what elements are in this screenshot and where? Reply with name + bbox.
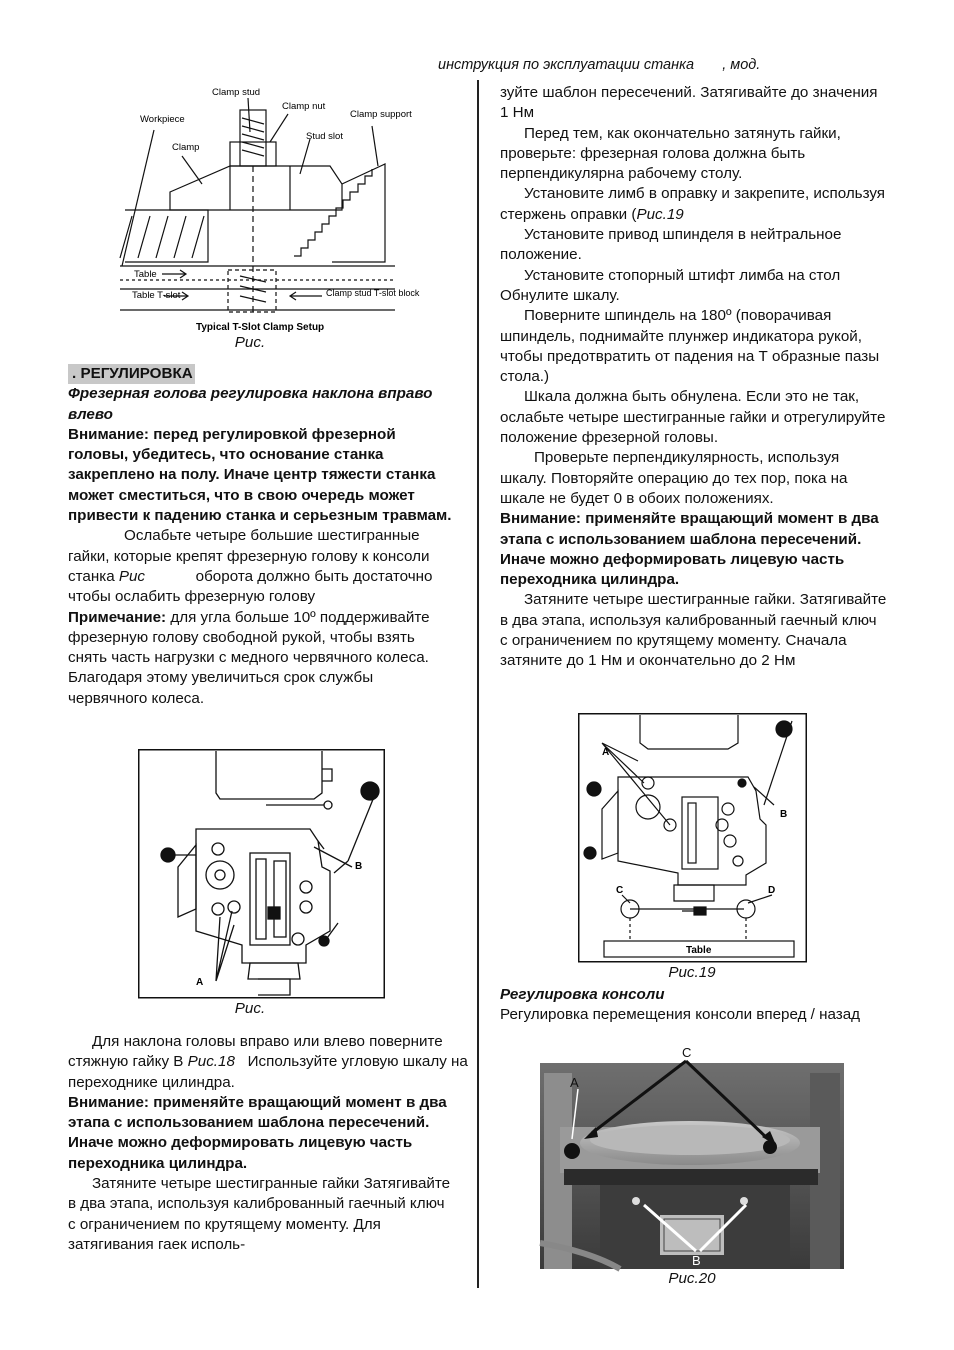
figure1-caption: Рис. — [234, 334, 266, 351]
right-paragraph-3-a: Установите лимб в оправку и закрепите, используя стержень оправки ( — [500, 185, 886, 223]
figure-20-photo — [540, 1043, 844, 1269]
label-table: Table — [134, 269, 157, 280]
left-paragraph-1-ref: Рис — [118, 567, 146, 585]
left-column-bottom — [68, 1032, 473, 1255]
left-paragraph-2 — [68, 1032, 473, 1093]
right-column-top — [500, 83, 888, 672]
fig20-label-a: A — [570, 1075, 579, 1090]
right-paragraph-7: Шкала должна быть обнулена. Если это не так, ослабьте четыре шестигранные гайки и отрегулируйте положение фрезерной головы. — [500, 388, 886, 447]
label-clamp-stud: Clamp stud — [212, 87, 261, 98]
left-paragraph-2-b: Используйте угловую шкалу на переходнике цилиндра. — [68, 1053, 473, 1091]
left-paragraph-1-b: оборота должно быть достаточно чтобы ослабить фрезерную голову — [68, 567, 441, 606]
left-paragraph-2-ref: Рис.18 — [187, 1053, 235, 1071]
figure1-title: Typical T-Slot Clamp Setup — [196, 322, 325, 333]
label-workpiece: Workpiece — [140, 114, 185, 125]
figure19-caption: Рис.19 — [668, 964, 716, 981]
label-clamp-support: Clamp support — [350, 109, 412, 120]
left-paragraph-3: Затяните четыре шестигранные гайки Затягивайте в два этапа, используя калиброванный гаечный ключ с ограничением по крутящему моменту. Для затягивания гаек исполь- — [68, 1175, 451, 1253]
right-paragraph-2: Перед тем, как окончательно затянуть гайки, проверьте: фрезерная голова должна быть перпендикулярна рабочему столу. — [500, 124, 841, 183]
right-subtitle: Регулировка консоли — [500, 986, 665, 1003]
right-paragraph-5: Установите стопорный штифт лимба на стол Обнулите шкалу. — [500, 266, 841, 304]
fig20-label-b: B — [692, 1253, 701, 1268]
left-paragraph-1 — [68, 526, 452, 607]
fig18-label-a: A — [196, 977, 204, 988]
right-column-bottom — [500, 985, 888, 1026]
label-clamp: Clamp — [172, 142, 200, 153]
left-column-top — [68, 364, 452, 709]
fig19-label-d: D — [768, 885, 776, 896]
right-paragraph-10: Регулировка перемещения консоли вперед / назад — [500, 1006, 861, 1024]
page-header: инструкция по эксплуатации станка , мод. — [438, 57, 761, 73]
note-label: Примечание: — [68, 608, 167, 626]
left-paragraph-2-a: Для наклона головы вправо или влево поверните стяжную гайку В — [68, 1033, 443, 1071]
section-heading: . РЕГУЛИРОВКА — [68, 364, 195, 384]
fig19-table-label: Table — [686, 945, 712, 956]
right-warning: Внимание: применяйте вращающий момент в два этапа с использованием шаблона пересечений. Иначе можно деформировать лицевую часть переходника цилиндра. — [500, 510, 879, 589]
figure-18-head — [138, 749, 385, 999]
figure20-caption: Рис.20 — [668, 1270, 716, 1287]
figure-19-indicator — [578, 713, 807, 963]
figure-tslot-clamp — [110, 84, 420, 338]
label-table-tslot: Table T-slot — [132, 290, 181, 301]
fig19-label-a: A — [602, 747, 610, 758]
left-note — [68, 608, 452, 709]
fig18-label-b: B — [355, 861, 363, 872]
left-warning-2: Внимание: применяйте вращающий момент в два этапа с использованием шаблона пересечений. Иначе можно деформировать лицевую часть переходника цилиндра. — [68, 1093, 447, 1172]
label-clamp-nut: Clamp nut — [282, 101, 326, 112]
label-clamp-stud-block: Clamp stud T-slot block — [326, 288, 420, 298]
left-paragraph-1-a: Ослабьте четыре большие шестигранные гайки, которые крепят фрезерную голову к консоли станка — [68, 527, 430, 585]
left-subtitle: Фрезерная голова регулировка наклона вправо влево — [68, 385, 433, 423]
label-stud-slot: Stud slot — [306, 131, 343, 142]
right-paragraph-3-ref: Рис.19 — [636, 205, 684, 223]
figure18-caption: Рис. — [234, 1000, 266, 1017]
right-paragraph-3 — [500, 184, 888, 225]
fig19-label-c: C — [616, 885, 624, 896]
right-paragraph-9: Затяните четыре шестигранные гайки. Затягивайте в два этапа, используя калиброванный гаечный ключ с ограничением по крутящему моменту. Сначала затяните до 1 Нм и окончательно до 2 Нм — [500, 591, 887, 670]
right-paragraph-6: Поверните шпиндель на 180º (поворачивая шпиндель, поднимайте плунжер индикатора рукой, чтобы предотвратить от падения на Т образные пазы стола.) — [500, 307, 880, 386]
note-text: для угла больше 10º поддерживайте фрезерную голову свободной рукой, чтобы взять снять часть нагрузки с медного червячного колеса. Благодаря этому увеличиться срок службы червячного колеса. — [68, 608, 430, 707]
column-divider — [477, 80, 479, 1288]
right-paragraph-4: Установите привод шпинделя в нейтральное положение. — [500, 226, 842, 264]
right-paragraph-1: зуйте шаблон пересечений. Затягивайте до значения 1 Нм — [500, 84, 878, 122]
fig20-label-c: C — [682, 1045, 692, 1060]
left-warning-1: Внимание: перед регулировкой фрезерной головы, убедитесь, что основание станка закреплено на полу. Иначе центр тяжести станка может сместиться, что в свою очередь может привести к падению станка и серьезным травмам. — [68, 425, 452, 525]
fig19-label-b: B — [780, 809, 788, 820]
right-paragraph-8: Проверьте перпендикулярность, используя шкалу. Повторяйте операцию до тех пор, пока на шкале не будет 0 в обоих положениях. — [500, 449, 848, 507]
